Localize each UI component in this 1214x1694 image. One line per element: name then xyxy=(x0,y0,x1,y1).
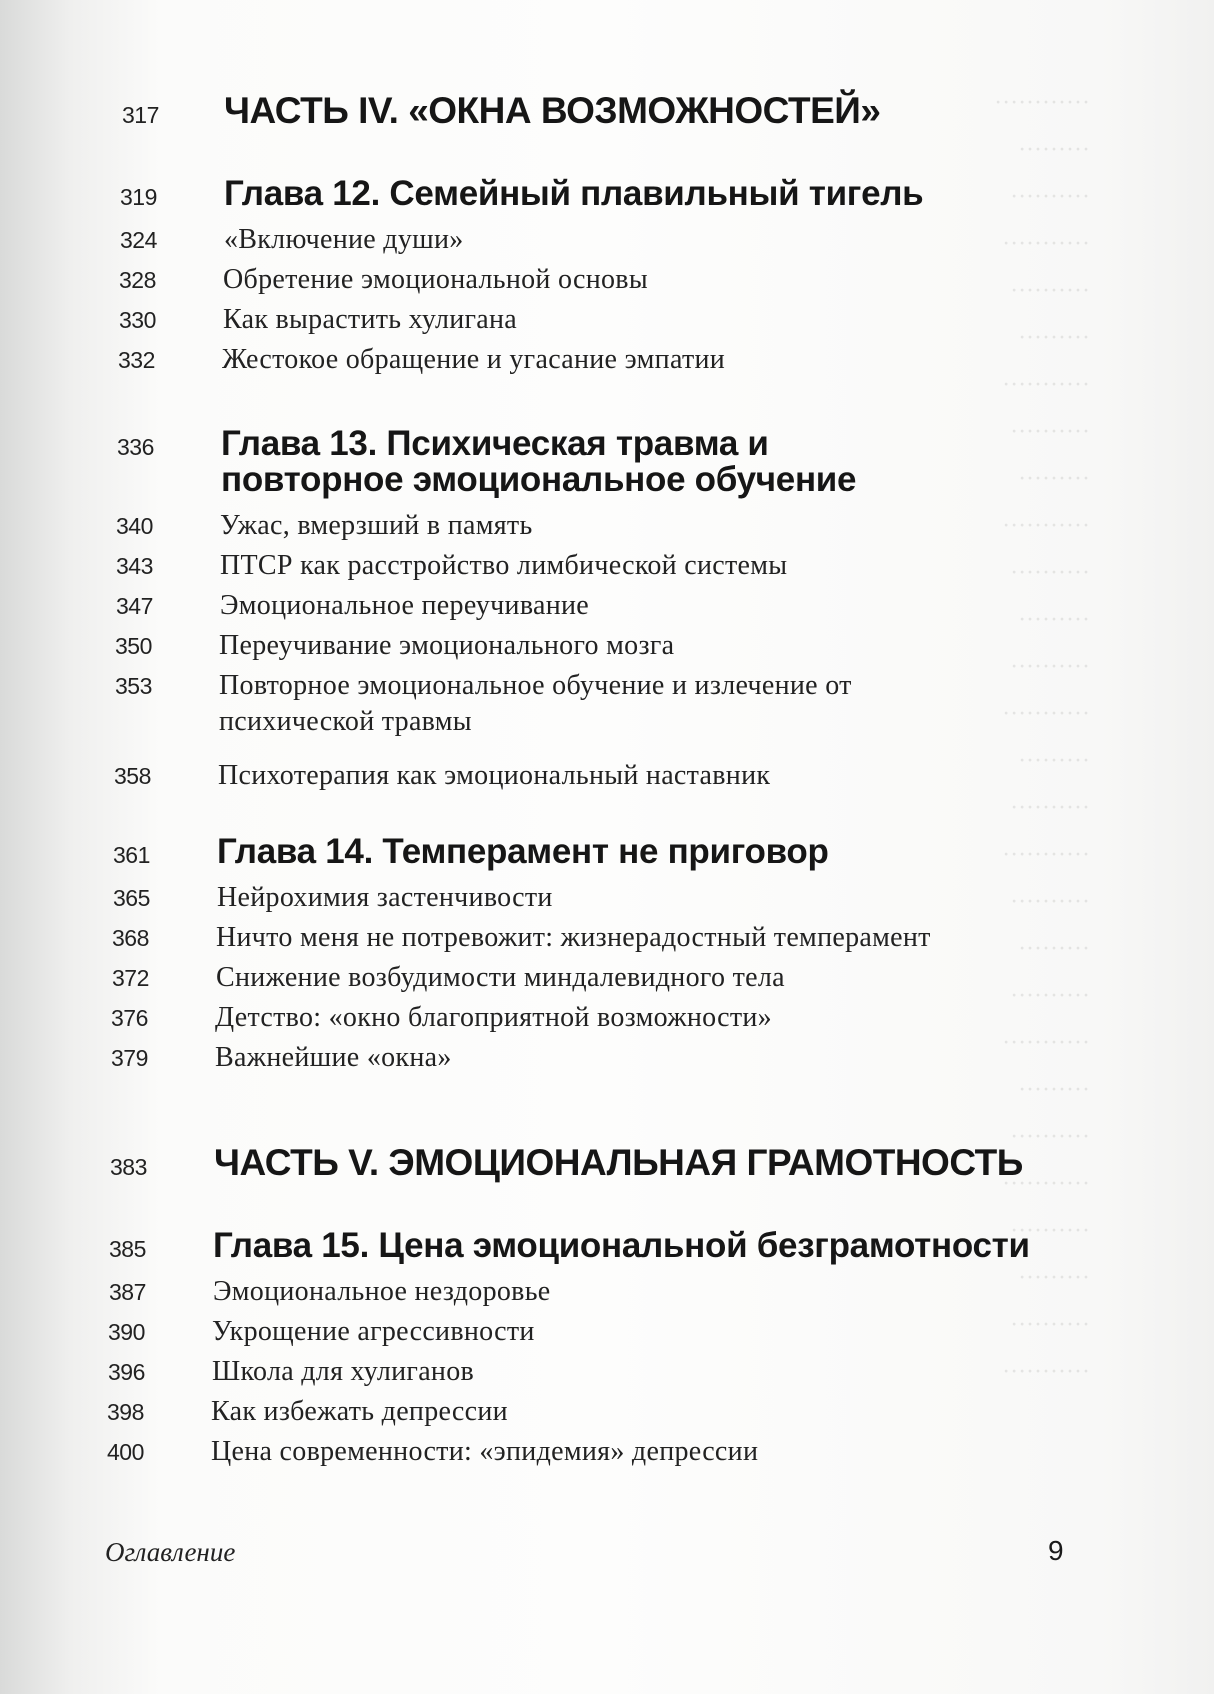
toc-title: Эмоциональное нездоровье xyxy=(213,1276,551,1307)
toc-section-entry xyxy=(108,1314,535,1350)
toc-chapter-entry xyxy=(109,1228,1030,1264)
toc-title: Глава 14. Темперамент не приговор xyxy=(217,832,829,871)
toc-section-entry xyxy=(109,1274,551,1310)
toc-page-number: 368 xyxy=(112,925,149,951)
toc-section-entry xyxy=(120,222,464,258)
toc-title: Как вырастить хулигана xyxy=(223,304,518,335)
toc-page-number: 383 xyxy=(110,1154,147,1180)
toc-title: Цена современности: «эпидемия» депрессии xyxy=(211,1436,759,1467)
toc-title: Повторное эмоциональное обучение и излечение от психической травмы xyxy=(219,670,852,737)
toc-page-number: 340 xyxy=(116,513,153,539)
toc-section-entry xyxy=(111,1040,452,1076)
toc-section-entry xyxy=(119,262,648,298)
toc-page-number: 330 xyxy=(119,307,156,333)
toc-page-number: 390 xyxy=(108,1319,145,1345)
toc-page-number: 361 xyxy=(113,842,150,868)
toc-section-entry xyxy=(112,920,931,956)
toc-page-number: 324 xyxy=(120,227,157,253)
page-number: 9 xyxy=(1048,1535,1064,1566)
toc-part-entry xyxy=(110,1142,1023,1184)
toc-title: Укрощение агрессивности xyxy=(212,1316,535,1347)
toc-page-number: 365 xyxy=(113,885,150,911)
toc-section-entry xyxy=(107,1434,758,1470)
toc-title: Нейрохимия застенчивости xyxy=(217,882,553,913)
toc-section-entry xyxy=(116,588,589,624)
toc-title: Снижение возбудимости миндалевидного тела xyxy=(216,962,785,993)
toc-page-number: 347 xyxy=(116,593,153,619)
toc-page-number: 372 xyxy=(112,965,149,991)
toc-title: Эмоциональное переучивание xyxy=(220,590,590,621)
toc-part-entry xyxy=(122,90,880,132)
toc-title: Школа для хулиганов xyxy=(212,1356,475,1387)
toc-page-number: 358 xyxy=(114,763,151,789)
toc-page-number: 336 xyxy=(117,434,154,460)
toc-section-entry xyxy=(107,1394,508,1430)
toc-title: Важнейшие «окна» xyxy=(215,1042,452,1073)
toc-section-entry xyxy=(113,880,553,916)
toc-page-number: 400 xyxy=(107,1439,144,1465)
toc-chapter-entry xyxy=(117,426,941,498)
toc-title: Обретение эмоциональной основы xyxy=(223,264,648,295)
toc-title: ЧАСТЬ V. ЭМОЦИОНАЛЬНАЯ ГРАМОТНОСТЬ xyxy=(214,1142,1023,1183)
toc-page-number: 385 xyxy=(109,1236,146,1262)
toc-page-number: 332 xyxy=(118,347,155,373)
toc-page-number: 343 xyxy=(116,553,153,579)
toc-title: Ужас, вмерзший в память xyxy=(220,510,533,541)
toc-page-number: 328 xyxy=(119,267,156,293)
toc-page-number: 398 xyxy=(107,1399,144,1425)
toc-section-entry xyxy=(111,1000,772,1036)
toc-title: Ничто меня не потревожит: жизнерадостный темперамент xyxy=(216,922,931,953)
toc-title: Глава 12. Семейный плавильный тигель xyxy=(224,174,924,213)
toc-page-number: 317 xyxy=(122,102,159,128)
toc-page-number: 387 xyxy=(109,1279,146,1305)
toc-section-entry xyxy=(108,1354,474,1390)
toc-section-entry xyxy=(118,342,725,378)
toc-title: Глава 13. Психическая травма и повторное эмоциональное обучение xyxy=(221,424,857,499)
toc-page-number: 319 xyxy=(120,184,157,210)
toc-section-entry xyxy=(116,548,787,584)
toc-title: Глава 15. Цена эмоциональной безграмотности xyxy=(213,1226,1030,1265)
toc-title: Переучивание эмоционального мозга xyxy=(219,630,675,661)
toc-section-entry xyxy=(114,758,770,794)
running-footer: Оглавление xyxy=(105,1537,236,1567)
toc-title: ЧАСТЬ IV. «ОКНА ВОЗМОЖНОСТЕЙ» xyxy=(224,90,881,131)
toc-title: «Включение души» xyxy=(224,224,464,255)
toc-section-entry xyxy=(115,668,939,740)
toc-page-number: 376 xyxy=(111,1005,148,1031)
toc-title: Жестокое обращение и угасание эмпатии xyxy=(222,344,726,375)
toc-page-number: 396 xyxy=(108,1359,145,1385)
toc-section-entry xyxy=(115,628,674,664)
toc-title: ПТСР как расстройство лимбической системы xyxy=(220,550,788,581)
toc-title: Как избежать депрессии xyxy=(211,1396,508,1427)
toc-title: Психотерапия как эмоциональный наставник xyxy=(218,760,771,791)
bleed-through-text: ············ ········· ·········· ··········· ·········· ········· ··········· ·········· ········· ··········· ·········· ········· ·········· ··········· ········· ·········· ··········· ·········· ········· ·········· ··········· ········· ·········· ··········· ·········· ········· ·········· ··········· xyxy=(994,90,1090,1385)
toc-chapter-entry xyxy=(120,176,923,212)
toc-page-number: 379 xyxy=(111,1045,148,1071)
toc-section-entry xyxy=(112,960,785,996)
toc-title: Детство: «окно благоприятной возможности» xyxy=(215,1002,772,1033)
toc-page-number: 350 xyxy=(115,633,152,659)
toc-chapter-entry xyxy=(113,834,829,870)
toc-section-entry xyxy=(119,302,517,338)
toc-page-number: 353 xyxy=(115,673,152,699)
toc-section-entry xyxy=(116,508,533,544)
